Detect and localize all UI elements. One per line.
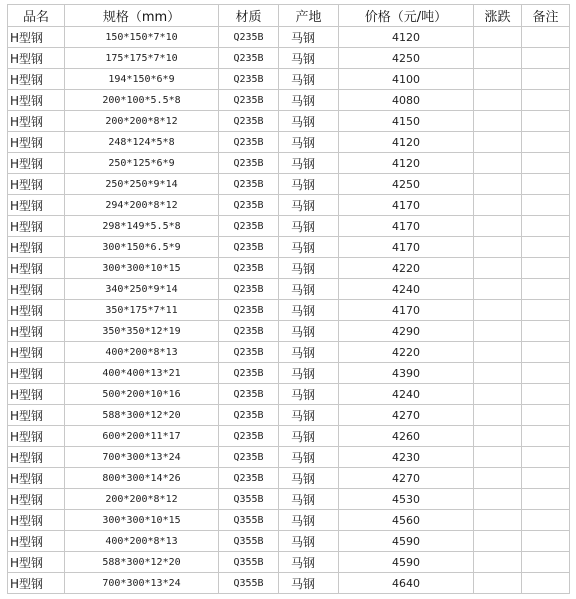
cell-name: H型钢	[8, 573, 65, 594]
cell-name: H型钢	[8, 69, 65, 90]
cell-name: H型钢	[8, 216, 65, 237]
cell-grade: Q235B	[219, 300, 279, 321]
cell-change	[474, 552, 522, 573]
cell-name: H型钢	[8, 195, 65, 216]
header-row	[8, 5, 570, 27]
cell-change	[474, 342, 522, 363]
cell-note	[522, 174, 570, 195]
table-body	[8, 27, 570, 594]
cell-change	[474, 489, 522, 510]
cell-note	[522, 573, 570, 594]
cell-change	[474, 174, 522, 195]
cell-price: 4240	[339, 384, 474, 405]
cell-price: 4260	[339, 426, 474, 447]
cell-name: H型钢	[8, 237, 65, 258]
cell-origin: 马钢	[279, 384, 339, 405]
cell-note	[522, 300, 570, 321]
cell-price: 4230	[339, 447, 474, 468]
cell-grade: Q235B	[219, 90, 279, 111]
cell-name: H型钢	[8, 447, 65, 468]
cell-grade: Q355B	[219, 531, 279, 552]
cell-spec: 700*300*13*24	[65, 573, 219, 594]
cell-grade: Q235B	[219, 195, 279, 216]
cell-price: 4530	[339, 489, 474, 510]
cell-grade: Q235B	[219, 174, 279, 195]
cell-spec: 400*200*8*13	[65, 342, 219, 363]
table-row	[8, 216, 570, 237]
table-row	[8, 573, 570, 594]
cell-origin: 马钢	[279, 531, 339, 552]
cell-change	[474, 321, 522, 342]
cell-note	[522, 216, 570, 237]
table-row	[8, 363, 570, 384]
cell-origin: 马钢	[279, 195, 339, 216]
cell-price: 4080	[339, 90, 474, 111]
cell-origin: 马钢	[279, 300, 339, 321]
cell-name: H型钢	[8, 48, 65, 69]
cell-price: 4590	[339, 552, 474, 573]
cell-spec: 400*200*8*13	[65, 531, 219, 552]
cell-price: 4250	[339, 48, 474, 69]
cell-note	[522, 426, 570, 447]
cell-price: 4170	[339, 216, 474, 237]
cell-name: H型钢	[8, 321, 65, 342]
cell-spec: 300*300*10*15	[65, 510, 219, 531]
header-note: 备注	[522, 5, 570, 27]
cell-change	[474, 237, 522, 258]
cell-note	[522, 111, 570, 132]
cell-change	[474, 279, 522, 300]
cell-grade: Q235B	[219, 111, 279, 132]
cell-grade: Q355B	[219, 573, 279, 594]
cell-name: H型钢	[8, 552, 65, 573]
cell-origin: 马钢	[279, 447, 339, 468]
cell-name: H型钢	[8, 174, 65, 195]
cell-origin: 马钢	[279, 342, 339, 363]
table-row	[8, 384, 570, 405]
table-row	[8, 111, 570, 132]
cell-price: 4220	[339, 258, 474, 279]
cell-note	[522, 321, 570, 342]
cell-grade: Q235B	[219, 279, 279, 300]
cell-note	[522, 195, 570, 216]
cell-change	[474, 531, 522, 552]
cell-spec: 300*300*10*15	[65, 258, 219, 279]
table-row	[8, 552, 570, 573]
cell-grade: Q235B	[219, 363, 279, 384]
cell-price: 4590	[339, 531, 474, 552]
table-row	[8, 195, 570, 216]
cell-note	[522, 27, 570, 48]
cell-grade: Q355B	[219, 510, 279, 531]
cell-spec: 248*124*5*8	[65, 132, 219, 153]
cell-spec: 600*200*11*17	[65, 426, 219, 447]
table-row	[8, 426, 570, 447]
cell-name: H型钢	[8, 90, 65, 111]
cell-spec: 500*200*10*16	[65, 384, 219, 405]
cell-price: 4270	[339, 468, 474, 489]
table-row	[8, 531, 570, 552]
cell-price: 4390	[339, 363, 474, 384]
cell-origin: 马钢	[279, 363, 339, 384]
cell-name: H型钢	[8, 27, 65, 48]
cell-origin: 马钢	[279, 258, 339, 279]
table-row	[8, 447, 570, 468]
cell-origin: 马钢	[279, 90, 339, 111]
cell-grade: Q355B	[219, 552, 279, 573]
cell-note	[522, 363, 570, 384]
table-row	[8, 342, 570, 363]
cell-price: 4640	[339, 573, 474, 594]
cell-price: 4220	[339, 342, 474, 363]
table-row	[8, 237, 570, 258]
cell-change	[474, 69, 522, 90]
cell-name: H型钢	[8, 111, 65, 132]
cell-price: 4170	[339, 300, 474, 321]
cell-price: 4560	[339, 510, 474, 531]
cell-grade: Q235B	[219, 69, 279, 90]
cell-name: H型钢	[8, 384, 65, 405]
cell-spec: 200*200*8*12	[65, 111, 219, 132]
table-row	[8, 489, 570, 510]
cell-name: H型钢	[8, 258, 65, 279]
cell-note	[522, 405, 570, 426]
cell-spec: 350*175*7*11	[65, 300, 219, 321]
table-row	[8, 300, 570, 321]
cell-grade: Q235B	[219, 27, 279, 48]
cell-change	[474, 426, 522, 447]
header-change: 涨跌	[474, 5, 522, 27]
cell-grade: Q235B	[219, 426, 279, 447]
cell-origin: 马钢	[279, 510, 339, 531]
cell-origin: 马钢	[279, 174, 339, 195]
cell-change	[474, 384, 522, 405]
cell-note	[522, 531, 570, 552]
cell-note	[522, 279, 570, 300]
cell-name: H型钢	[8, 342, 65, 363]
cell-grade: Q235B	[219, 153, 279, 174]
cell-change	[474, 132, 522, 153]
cell-note	[522, 342, 570, 363]
cell-price: 4120	[339, 132, 474, 153]
cell-origin: 马钢	[279, 552, 339, 573]
cell-change	[474, 111, 522, 132]
cell-change	[474, 153, 522, 174]
cell-grade: Q235B	[219, 405, 279, 426]
cell-price: 4150	[339, 111, 474, 132]
table-row	[8, 321, 570, 342]
cell-grade: Q235B	[219, 447, 279, 468]
cell-note	[522, 489, 570, 510]
cell-spec: 400*400*13*21	[65, 363, 219, 384]
cell-price: 4120	[339, 153, 474, 174]
cell-origin: 马钢	[279, 321, 339, 342]
cell-grade: Q235B	[219, 342, 279, 363]
cell-note	[522, 69, 570, 90]
cell-note	[522, 468, 570, 489]
cell-spec: 200*200*8*12	[65, 489, 219, 510]
cell-origin: 马钢	[279, 111, 339, 132]
cell-name: H型钢	[8, 363, 65, 384]
table-row	[8, 405, 570, 426]
cell-spec: 150*150*7*10	[65, 27, 219, 48]
cell-name: H型钢	[8, 279, 65, 300]
cell-origin: 马钢	[279, 405, 339, 426]
cell-name: H型钢	[8, 426, 65, 447]
table-row	[8, 174, 570, 195]
table-row	[8, 279, 570, 300]
cell-change	[474, 573, 522, 594]
cell-name: H型钢	[8, 510, 65, 531]
cell-price: 4100	[339, 69, 474, 90]
cell-price: 4170	[339, 237, 474, 258]
cell-spec: 294*200*8*12	[65, 195, 219, 216]
cell-grade: Q235B	[219, 258, 279, 279]
cell-spec: 175*175*7*10	[65, 48, 219, 69]
cell-origin: 马钢	[279, 69, 339, 90]
table-row	[8, 153, 570, 174]
table-row	[8, 48, 570, 69]
cell-spec: 350*350*12*19	[65, 321, 219, 342]
cell-spec: 700*300*13*24	[65, 447, 219, 468]
cell-grade: Q235B	[219, 132, 279, 153]
cell-price: 4120	[339, 27, 474, 48]
cell-name: H型钢	[8, 300, 65, 321]
table-row	[8, 69, 570, 90]
cell-price: 4170	[339, 195, 474, 216]
cell-origin: 马钢	[279, 237, 339, 258]
cell-change	[474, 468, 522, 489]
cell-change	[474, 405, 522, 426]
cell-grade: Q235B	[219, 468, 279, 489]
header-grade: 材质	[219, 5, 279, 27]
cell-spec: 300*150*6.5*9	[65, 237, 219, 258]
cell-price: 4290	[339, 321, 474, 342]
cell-note	[522, 384, 570, 405]
cell-price: 4250	[339, 174, 474, 195]
cell-grade: Q235B	[219, 321, 279, 342]
cell-change	[474, 195, 522, 216]
table-row	[8, 27, 570, 48]
cell-price: 4270	[339, 405, 474, 426]
cell-spec: 340*250*9*14	[65, 279, 219, 300]
table-row	[8, 132, 570, 153]
cell-name: H型钢	[8, 468, 65, 489]
cell-note	[522, 237, 570, 258]
cell-name: H型钢	[8, 405, 65, 426]
cell-name: H型钢	[8, 489, 65, 510]
table-row	[8, 90, 570, 111]
cell-spec: 250*250*9*14	[65, 174, 219, 195]
table-row	[8, 510, 570, 531]
cell-note	[522, 153, 570, 174]
cell-origin: 马钢	[279, 153, 339, 174]
cell-note	[522, 258, 570, 279]
table-row	[8, 468, 570, 489]
cell-change	[474, 363, 522, 384]
cell-spec: 800*300*14*26	[65, 468, 219, 489]
table-row	[8, 258, 570, 279]
header-spec: 规格（mm）	[65, 5, 219, 27]
price-table	[7, 4, 570, 594]
cell-spec: 298*149*5.5*8	[65, 216, 219, 237]
cell-grade: Q235B	[219, 237, 279, 258]
cell-change	[474, 48, 522, 69]
cell-spec: 194*150*6*9	[65, 69, 219, 90]
cell-change	[474, 510, 522, 531]
cell-spec: 588*300*12*20	[65, 405, 219, 426]
cell-origin: 马钢	[279, 279, 339, 300]
cell-note	[522, 552, 570, 573]
cell-note	[522, 132, 570, 153]
cell-name: H型钢	[8, 531, 65, 552]
cell-note	[522, 447, 570, 468]
cell-change	[474, 27, 522, 48]
cell-change	[474, 258, 522, 279]
cell-origin: 马钢	[279, 132, 339, 153]
cell-name: H型钢	[8, 132, 65, 153]
cell-note	[522, 48, 570, 69]
cell-origin: 马钢	[279, 48, 339, 69]
cell-origin: 马钢	[279, 573, 339, 594]
header-price: 价格（元/吨）	[339, 5, 474, 27]
cell-grade: Q235B	[219, 216, 279, 237]
cell-note	[522, 510, 570, 531]
cell-origin: 马钢	[279, 468, 339, 489]
cell-change	[474, 90, 522, 111]
table-header	[8, 5, 570, 27]
cell-origin: 马钢	[279, 426, 339, 447]
header-name: 品名	[8, 5, 65, 27]
cell-spec: 250*125*6*9	[65, 153, 219, 174]
cell-grade: Q355B	[219, 489, 279, 510]
cell-price: 4240	[339, 279, 474, 300]
cell-change	[474, 300, 522, 321]
cell-origin: 马钢	[279, 27, 339, 48]
cell-grade: Q235B	[219, 384, 279, 405]
cell-origin: 马钢	[279, 216, 339, 237]
cell-name: H型钢	[8, 153, 65, 174]
cell-spec: 588*300*12*20	[65, 552, 219, 573]
header-origin: 产地	[279, 5, 339, 27]
cell-change	[474, 447, 522, 468]
cell-spec: 200*100*5.5*8	[65, 90, 219, 111]
cell-origin: 马钢	[279, 489, 339, 510]
cell-change	[474, 216, 522, 237]
cell-grade: Q235B	[219, 48, 279, 69]
cell-note	[522, 90, 570, 111]
